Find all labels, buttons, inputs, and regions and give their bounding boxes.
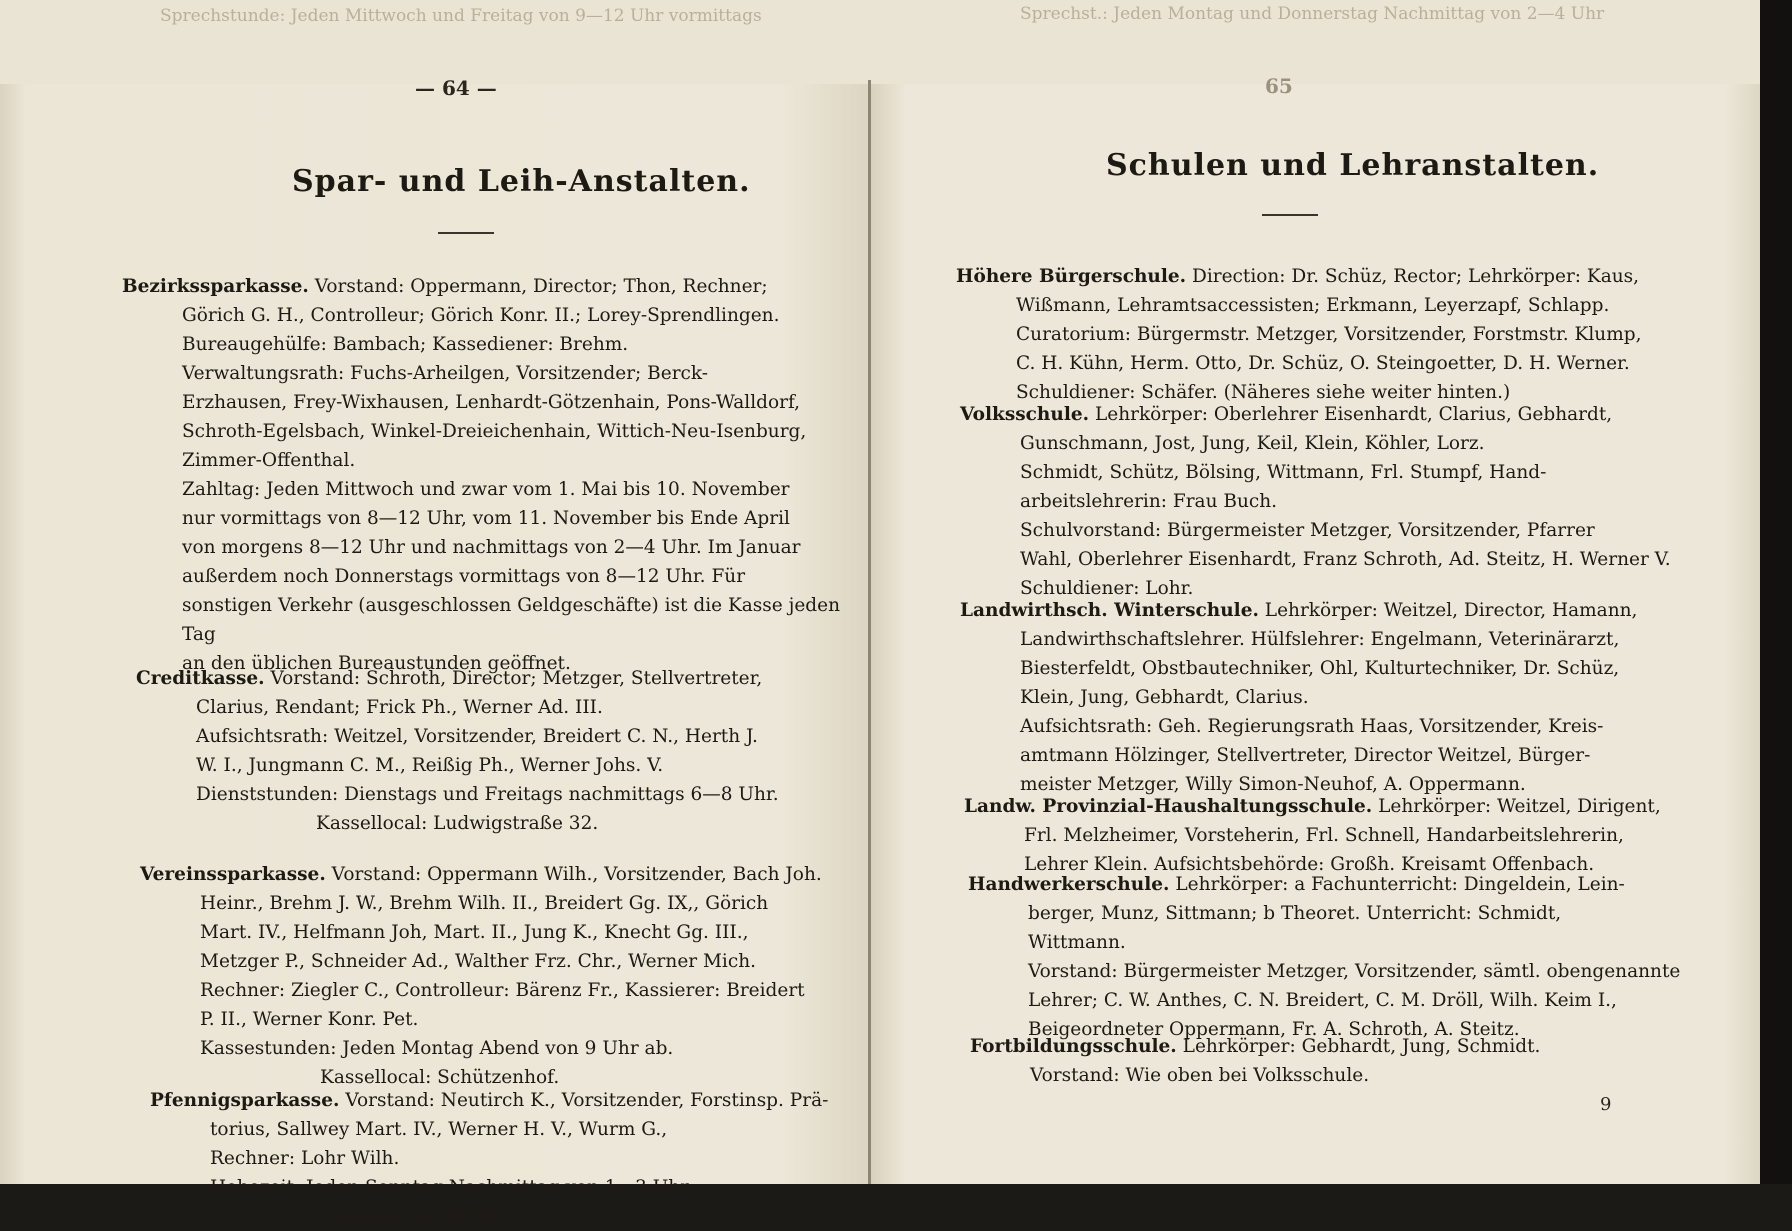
section-line: Verwaltungsrath: Fuchs-Arheilgen, Vorsitzender; Berck- xyxy=(182,363,709,384)
section-line: Lehrkörper: Oberlehrer Eisenhardt, Clarius, Gebhardt, xyxy=(1094,404,1613,425)
ghost-text-right: Sprechst.: Jeden Montag und Donnerstag Nachmittag von 2—4 Uhr xyxy=(1020,4,1605,24)
section-line: Wißmann, Lehramtsaccessisten; Erkmann, Leyerzapf, Schlapp. xyxy=(1016,295,1610,316)
section-line: Schulvorstand: Bürgermeister Metzger, Vorsitzender, Pfarrer xyxy=(1020,520,1595,541)
section-line: Dienststunden: Dienstags und Freitags nachmittags 6—8 Uhr. xyxy=(196,784,779,805)
section-line: Görich G. H., Controlleur; Görich Konr. II.; Lorey-Sprendlingen. xyxy=(182,305,780,326)
section-line: Landwirthschaftslehrer. Hülfslehrer: Engelmann, Veterinärarzt, xyxy=(1020,629,1620,650)
section-hoehere-buergerschule xyxy=(956,262,1746,407)
ghost-text-left: Sprechstunde: Jeden Mittwoch und Freitag von 9—12 Uhr vormittags xyxy=(160,6,762,26)
signature-mark: 9 xyxy=(1600,1094,1612,1115)
section-heading: Bezirkssparkasse. xyxy=(122,276,309,297)
section-line: Frl. Melzheimer, Vorsteherin, Frl. Schnell, Handarbeitslehrerin, xyxy=(1024,825,1624,846)
section-line: P. II., Werner Konr. Pet. xyxy=(200,1009,419,1030)
section-line: an den üblichen Bureaustunden geöffnet. xyxy=(182,653,571,674)
section-line: Heinr., Brehm J. W., Brehm Wilh. II., Breidert Gg. IX,, Görich xyxy=(200,893,769,914)
title-rule xyxy=(438,232,494,234)
section-heading: Fortbildungsschule. xyxy=(970,1036,1177,1057)
section-line: Vorstand: Schroth, Director; Metzger, Stellvertreter, xyxy=(270,668,763,689)
section-line: meister Metzger, Willy Simon-Neuhof, A. Oppermann. xyxy=(1020,774,1526,795)
title-rule xyxy=(1262,214,1318,216)
section-line: Direction: Dr. Schüz, Rector; Lehrkörper: Kaus, xyxy=(1192,266,1640,287)
section-line: Metzger P., Schneider Ad., Walther Frz. Chr., Werner Mich. xyxy=(200,951,757,972)
left-page-title: Spar- und Leih-Anstalten. xyxy=(292,164,751,199)
section-line: Vorstand: Oppermann, Director; Thon, Rechner; xyxy=(314,276,768,297)
section-heading: Vereinssparkasse. xyxy=(140,864,326,885)
section-line: Mart. IV., Helfmann Joh, Mart. II., Jung K., Knecht Gg. III., xyxy=(200,922,749,943)
section-line: Lehrer; C. W. Anthes, C. N. Breidert, C. M. Dröll, Wilh. Keim I., xyxy=(1028,990,1617,1011)
section-creditkasse xyxy=(136,664,836,838)
section-line: Schuldiener: Schäfer. (Näheres siehe weiter hinten.) xyxy=(1016,382,1511,403)
section-heading: Volksschule. xyxy=(960,404,1090,425)
section-line: Lehrer Klein. Aufsichtsbehörde: Großh. Kreisamt Offenbach. xyxy=(1024,854,1595,875)
section-line: Aufsichtsrath: Weitzel, Vorsitzender, Breidert C. N., Herth J. xyxy=(196,726,758,747)
section-line: arbeitslehrerin: Frau Buch. xyxy=(1020,491,1278,512)
section-heading: Landwirthsch. Winterschule. xyxy=(960,600,1259,621)
section-line: torius, Sallwey Mart. IV., Werner H. V., Wurm G., xyxy=(210,1119,668,1140)
section-line: Wittmann. xyxy=(1028,932,1126,953)
section-line: Vorstand: Oppermann Wilh., Vorsitzender, Bach Joh. xyxy=(331,864,822,885)
section-line: amtmann Hölzinger, Stellvertreter, Director Weitzel, Bürger- xyxy=(1020,745,1591,766)
section-haushaltungsschule xyxy=(964,792,1754,879)
background-edge xyxy=(1760,0,1792,1184)
left-page-number: — 64 — xyxy=(415,76,497,100)
section-heading: Handwerkerschule. xyxy=(968,874,1170,895)
section-line: außerdem noch Donnerstags vormittags von 8—12 Uhr. Für xyxy=(182,566,746,587)
section-line: Biesterfeldt, Obstbautechniker, Ohl, Kulturtechniker, Dr. Schüz, xyxy=(1020,658,1620,679)
section-landwirthsch-winterschule xyxy=(960,596,1750,799)
section-heading: Creditkasse. xyxy=(136,668,265,689)
section-line: Vorstand: Neutirch K., Vorsitzender, Forstinsp. Prä- xyxy=(345,1090,829,1111)
section-line: Wahl, Oberlehrer Eisenhardt, Franz Schroth, Ad. Steitz, H. Werner V. xyxy=(1020,549,1671,570)
section-line: Kassellocal: Adler. xyxy=(330,1206,502,1227)
section-handwerkerschule xyxy=(968,870,1758,1044)
section-line: Rechner: Ziegler C., Controlleur: Bärenz Fr., Kassierer: Breidert xyxy=(200,980,805,1001)
section-line: Schuldiener: Lohr. xyxy=(1020,578,1194,599)
section-line: Lehrkörper: Gebhardt, Jung, Schmidt. xyxy=(1182,1036,1541,1057)
section-line: berger, Munz, Sittmann; b Theoret. Unterricht: Schmidt, xyxy=(1028,903,1562,924)
section-line: Vorstand: Wie oben bei Volksschule. xyxy=(1030,1065,1370,1086)
section-line: Kassestunden: Jeden Montag Abend von 9 Uhr ab. xyxy=(200,1038,674,1059)
section-volksschule xyxy=(960,400,1750,603)
section-heading: Pfennigsparkasse. xyxy=(150,1090,340,1111)
section-line: Zimmer-Offenthal. xyxy=(182,450,356,471)
section-line: Lehrkörper: a Fachunterricht: Dingeldein, Lein- xyxy=(1175,874,1625,895)
right-page-number: 65 xyxy=(1265,74,1293,98)
section-line: Schroth-Egelsbach, Winkel-Dreieichenhain, Wittich-Neu-Isenburg, xyxy=(182,421,807,442)
section-line: Gunschmann, Jost, Jung, Keil, Klein, Köhler, Lorz. xyxy=(1020,433,1485,454)
section-line: Curatorium: Bürgermstr. Metzger, Vorsitzender, Forstmstr. Klump, xyxy=(1016,324,1642,345)
section-line: Hebezeit: Jeden Sonntag Nachmittag von 1—3 Uhr. xyxy=(210,1177,693,1198)
section-line: W. I., Jungmann C. M., Reißig Ph., Werner Johs. V. xyxy=(196,755,664,776)
left-page xyxy=(0,76,870,1227)
section-pfennigsparkasse xyxy=(150,1086,840,1231)
book-spine xyxy=(868,80,871,1184)
section-line: von morgens 8—12 Uhr und nachmittags von 2—4 Uhr. Im Januar xyxy=(182,537,801,558)
section-fortbildungsschule xyxy=(970,1032,1760,1090)
section-line: Klein, Jung, Gebhardt, Clarius. xyxy=(1020,687,1309,708)
section-line: nur vormittags von 8—12 Uhr, vom 11. November bis Ende April xyxy=(182,508,790,529)
section-line: Aufsichtsrath: Geh. Regierungsrath Haas, Vorsitzender, Kreis- xyxy=(1020,716,1604,737)
section-line: C. H. Kühn, Herm. Otto, Dr. Schüz, O. Steingoetter, D. H. Werner. xyxy=(1016,353,1630,374)
section-line: Rechner: Lohr Wilh. xyxy=(210,1148,400,1169)
section-line: Kassellocal: Schützenhof. xyxy=(320,1067,560,1088)
section-line: Lehrkörper: Weitzel, Director, Hamann, xyxy=(1264,600,1638,621)
section-heading: Höhere Bürgerschule. xyxy=(956,266,1187,287)
section-line: Erzhausen, Frey-Wixhausen, Lenhardt-Götzenhain, Pons-Walldorf, xyxy=(182,392,801,413)
section-line: Beigeordneter Oppermann, Fr. A. Schroth, A. Steitz. xyxy=(1028,1019,1520,1040)
section-line: Vorstand: Bürgermeister Metzger, Vorsitzender, sämtl. obengenannte xyxy=(1028,961,1681,982)
section-line: Bureaugehülfe: Bambach; Kassediener: Brehm. xyxy=(182,334,629,355)
section-line: Zahltag: Jeden Mittwoch und zwar vom 1. Mai bis 10. November xyxy=(182,479,790,500)
section-line: Clarius, Rendant; Frick Ph., Werner Ad. III. xyxy=(196,697,603,718)
section-line: Kassellocal: Ludwigstraße 32. xyxy=(316,813,599,834)
right-page xyxy=(870,74,1770,1184)
section-heading: Landw. Provinzial-Haushaltungsschule. xyxy=(964,796,1373,817)
right-page-title: Schulen und Lehranstalten. xyxy=(1106,148,1600,183)
section-line: Schmidt, Schütz, Bölsing, Wittmann, Frl. Stumpf, Hand- xyxy=(1020,462,1547,483)
section-bezirkssparkasse xyxy=(122,272,842,678)
previous-page-edge xyxy=(0,0,1760,94)
section-line: Lehrkörper: Weitzel, Dirigent, xyxy=(1378,796,1661,817)
section-line: sonstigen Verkehr (ausgeschlossen Geldgeschäfte) ist die Kasse jeden Tag xyxy=(182,595,841,645)
section-vereinssparkasse xyxy=(140,860,840,1092)
